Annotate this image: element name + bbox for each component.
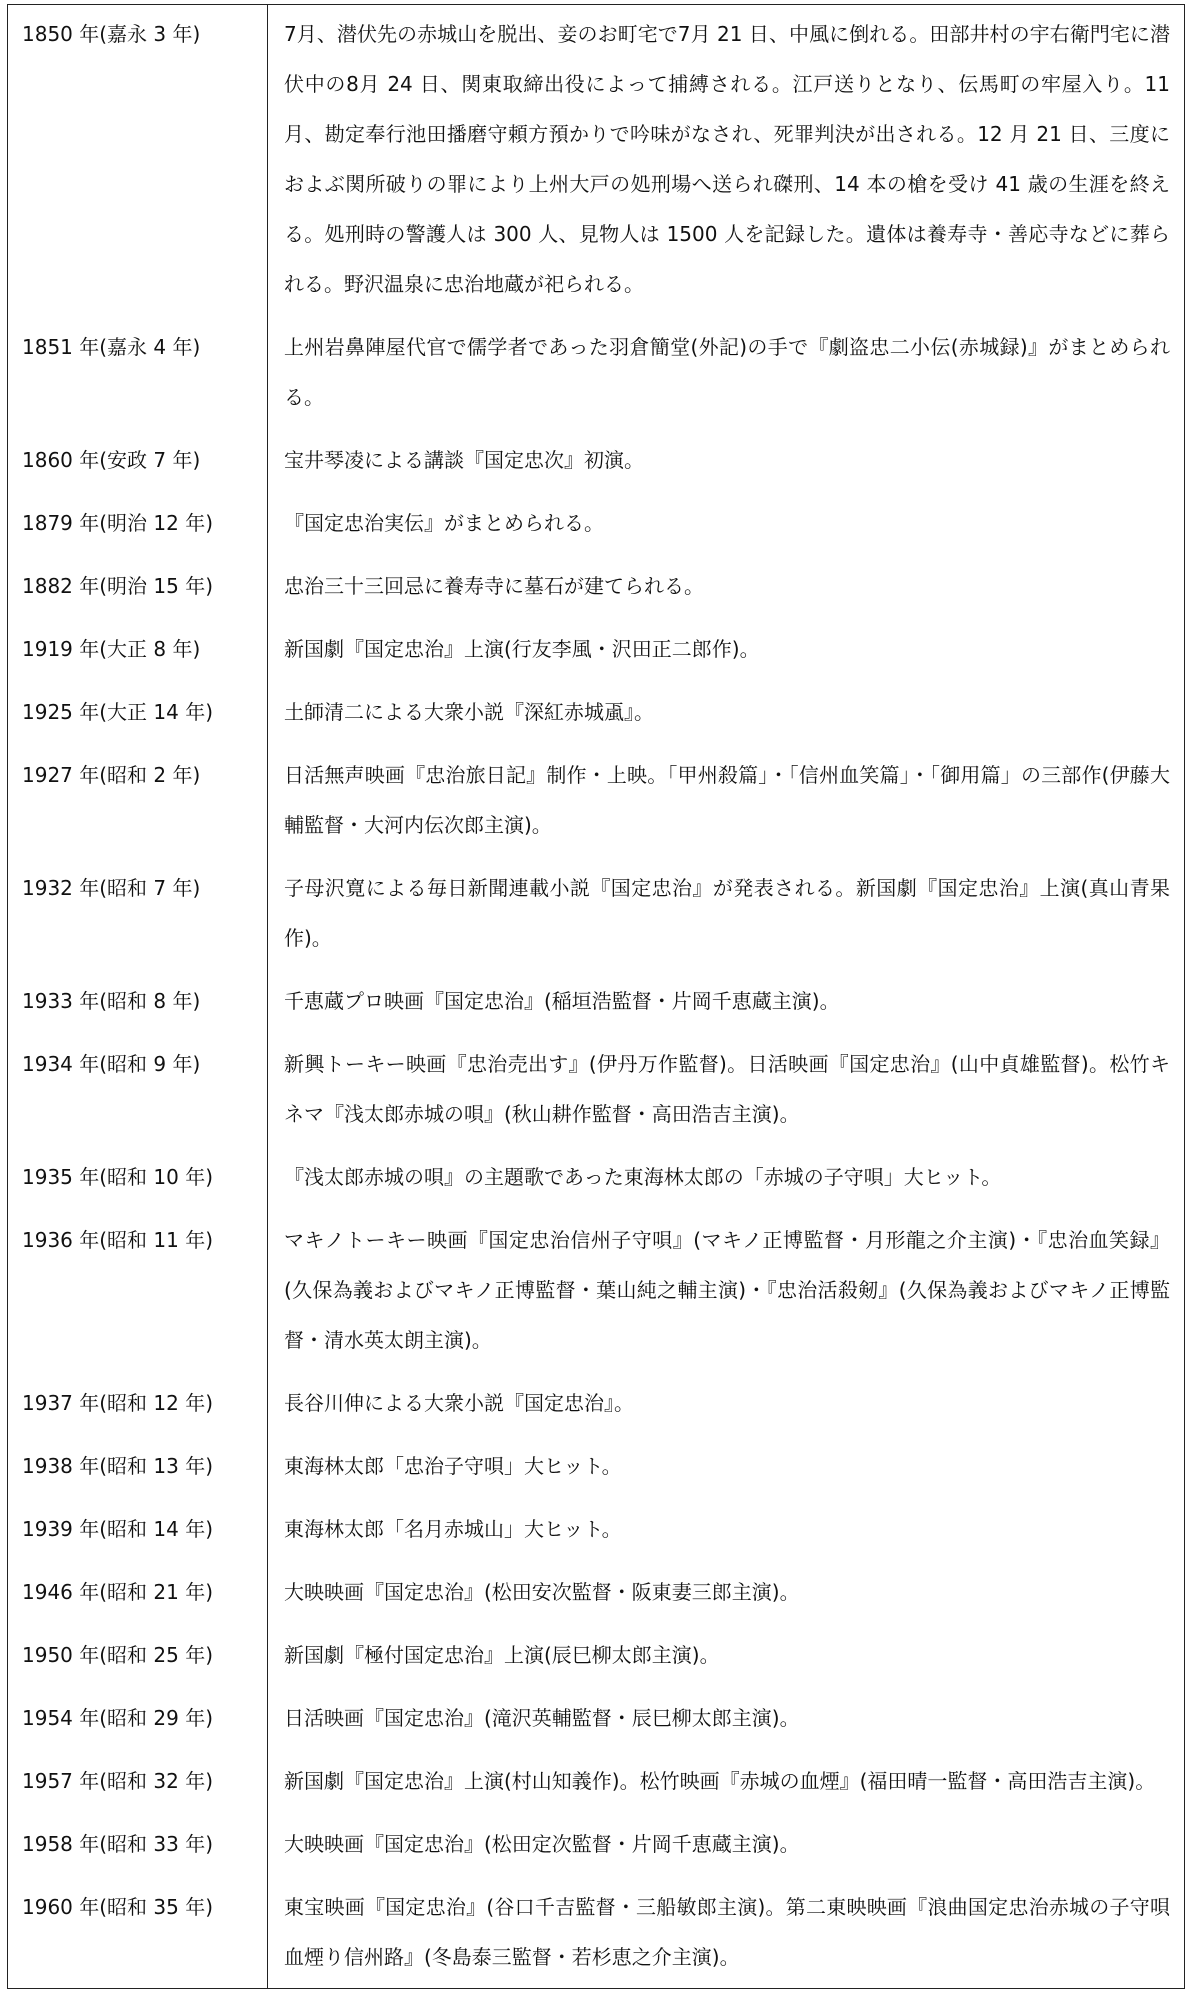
- event-cell: 忠治三十三回忌に養寿寺に墓石が建てられる。: [268, 554, 1185, 617]
- year-cell: 1958 年(昭和 33 年): [8, 1812, 268, 1875]
- year-cell: 1882 年(明治 15 年): [8, 554, 268, 617]
- event-cell: 長谷川伸による大衆小説『国定忠治』。: [268, 1371, 1185, 1434]
- year-cell: 1937 年(昭和 12 年): [8, 1371, 268, 1434]
- year-cell: 1919 年(大正 8 年): [8, 617, 268, 680]
- event-cell: 新国劇『国定忠治』上演(行友李風・沢田正二郎作)。: [268, 617, 1185, 680]
- event-cell: 大映映画『国定忠治』(松田安次監督・阪東妻三郎主演)。: [268, 1560, 1185, 1623]
- event-cell: 東海林太郎「名月赤城山」大ヒット。: [268, 1497, 1185, 1560]
- table-row: [8, 428, 1185, 491]
- event-cell: 千恵蔵プロ映画『国定忠治』(稲垣浩監督・片岡千恵蔵主演)。: [268, 969, 1185, 1032]
- year-cell: 1932 年(昭和 7 年): [8, 856, 268, 969]
- table-row: [8, 856, 1185, 969]
- event-cell: 東宝映画『国定忠治』(谷口千吉監督・三船敏郎主演)。第二東映映画『浪曲国定忠治赤城の子守唄血煙り信州路』(冬島泰三監督・若杉恵之介主演)。: [268, 1875, 1185, 1989]
- table-row: [8, 1434, 1185, 1497]
- year-cell: 1851 年(嘉永 4 年): [8, 315, 268, 428]
- year-cell: 1938 年(昭和 13 年): [8, 1434, 268, 1497]
- table-row: [8, 743, 1185, 856]
- table-row: [8, 315, 1185, 428]
- year-cell: 1933 年(昭和 8 年): [8, 969, 268, 1032]
- chronology-table: [7, 4, 1185, 1989]
- year-cell: 1946 年(昭和 21 年): [8, 1560, 268, 1623]
- year-cell: 1935 年(昭和 10 年): [8, 1145, 268, 1208]
- year-cell: 1960 年(昭和 35 年): [8, 1875, 268, 1989]
- event-cell: 新国劇『極付国定忠治』上演(辰巳柳太郎主演)。: [268, 1623, 1185, 1686]
- event-cell: 大映映画『国定忠治』(松田定次監督・片岡千恵蔵主演)。: [268, 1812, 1185, 1875]
- event-cell: 『国定忠治実伝』がまとめられる。: [268, 491, 1185, 554]
- event-cell: 新国劇『国定忠治』上演(村山知義作)。松竹映画『赤城の血煙』(福田晴一監督・高田浩吉主演)。: [268, 1749, 1185, 1812]
- table-row: [8, 1145, 1185, 1208]
- table-row: [8, 1560, 1185, 1623]
- event-cell: 土師清二による大衆小説『深紅赤城颪』。: [268, 680, 1185, 743]
- event-cell: 宝井琴凌による講談『国定忠次』初演。: [268, 428, 1185, 491]
- table-row: [8, 1371, 1185, 1434]
- chronology-table-body: [8, 5, 1185, 1989]
- event-cell: 新興トーキー映画『忠治売出す』(伊丹万作監督)。日活映画『国定忠治』(山中貞雄監督)。松竹キネマ『浅太郎赤城の唄』(秋山耕作監督・高田浩吉主演)。: [268, 1032, 1185, 1145]
- event-cell: 子母沢寛による毎日新聞連載小説『国定忠治』が発表される。新国劇『国定忠治』上演(真山青果作)。: [268, 856, 1185, 969]
- year-cell: 1927 年(昭和 2 年): [8, 743, 268, 856]
- table-row: [8, 1875, 1185, 1989]
- table-row: [8, 617, 1185, 680]
- table-row: [8, 1812, 1185, 1875]
- table-row: [8, 1749, 1185, 1812]
- event-cell: 東海林太郎「忠治子守唄」大ヒット。: [268, 1434, 1185, 1497]
- table-row: [8, 1623, 1185, 1686]
- event-cell: 上州岩鼻陣屋代官で儒学者であった羽倉簡堂(外記)の手で『劇盗忠二小伝(赤城録)』がまとめられる。: [268, 315, 1185, 428]
- year-cell: 1954 年(昭和 29 年): [8, 1686, 268, 1749]
- year-cell: 1939 年(昭和 14 年): [8, 1497, 268, 1560]
- year-cell: 1950 年(昭和 25 年): [8, 1623, 268, 1686]
- year-cell: 1934 年(昭和 9 年): [8, 1032, 268, 1145]
- table-row: [8, 1032, 1185, 1145]
- table-row: [8, 491, 1185, 554]
- year-cell: 1850 年(嘉永 3 年): [8, 5, 268, 316]
- year-cell: 1860 年(安政 7 年): [8, 428, 268, 491]
- event-cell: 日活無声映画『忠治旅日記』制作・上映。「甲州殺篇」・「信州血笑篇」・「御用篇」の三部作(伊藤大輔監督・大河内伝次郎主演)。: [268, 743, 1185, 856]
- table-row: [8, 1686, 1185, 1749]
- table-row: [8, 1497, 1185, 1560]
- table-row: [8, 5, 1185, 316]
- year-cell: 1936 年(昭和 11 年): [8, 1208, 268, 1371]
- event-cell: 日活映画『国定忠治』(滝沢英輔監督・辰巳柳太郎主演)。: [268, 1686, 1185, 1749]
- year-cell: 1925 年(大正 14 年): [8, 680, 268, 743]
- table-row: [8, 680, 1185, 743]
- table-row: [8, 969, 1185, 1032]
- year-cell: 1879 年(明治 12 年): [8, 491, 268, 554]
- event-cell: マキノトーキー映画『国定忠治信州子守唄』(マキノ正博監督・月形龍之介主演)・『忠治血笑録』(久保為義およびマキノ正博監督・葉山純之輔主演)・『忠治活殺剱』(久保為義およびマキノ正博監督・清水英太朗主演)。: [268, 1208, 1185, 1371]
- table-row: [8, 1208, 1185, 1371]
- event-cell: 『浅太郎赤城の唄』の主題歌であった東海林太郎の「赤城の子守唄」大ヒット。: [268, 1145, 1185, 1208]
- event-cell: 7月、潜伏先の赤城山を脱出、妾のお町宅で7月 21 日、中風に倒れる。田部井村の宇右衛門宅に潜伏中の8月 24 日、関東取締出役によって捕縛される。江戸送りとなり、伝馬町の牢屋入り。11 月、勘定奉行池田播磨守頼方預かりで吟味がなされ、死罪判決が出される。12 月 21 日、三度におよぶ関所破りの罪により上州大戸の処刑場へ送られ磔刑、14 本の槍を受け 41 歳の生涯を終える。処刑時の警護人は 300 人、見物人は 1500 人を記録した。遺体は養寿寺・善応寺などに葬られる。野沢温泉に忠治地蔵が祀られる。: [268, 5, 1185, 316]
- year-cell: 1957 年(昭和 32 年): [8, 1749, 268, 1812]
- table-row: [8, 554, 1185, 617]
